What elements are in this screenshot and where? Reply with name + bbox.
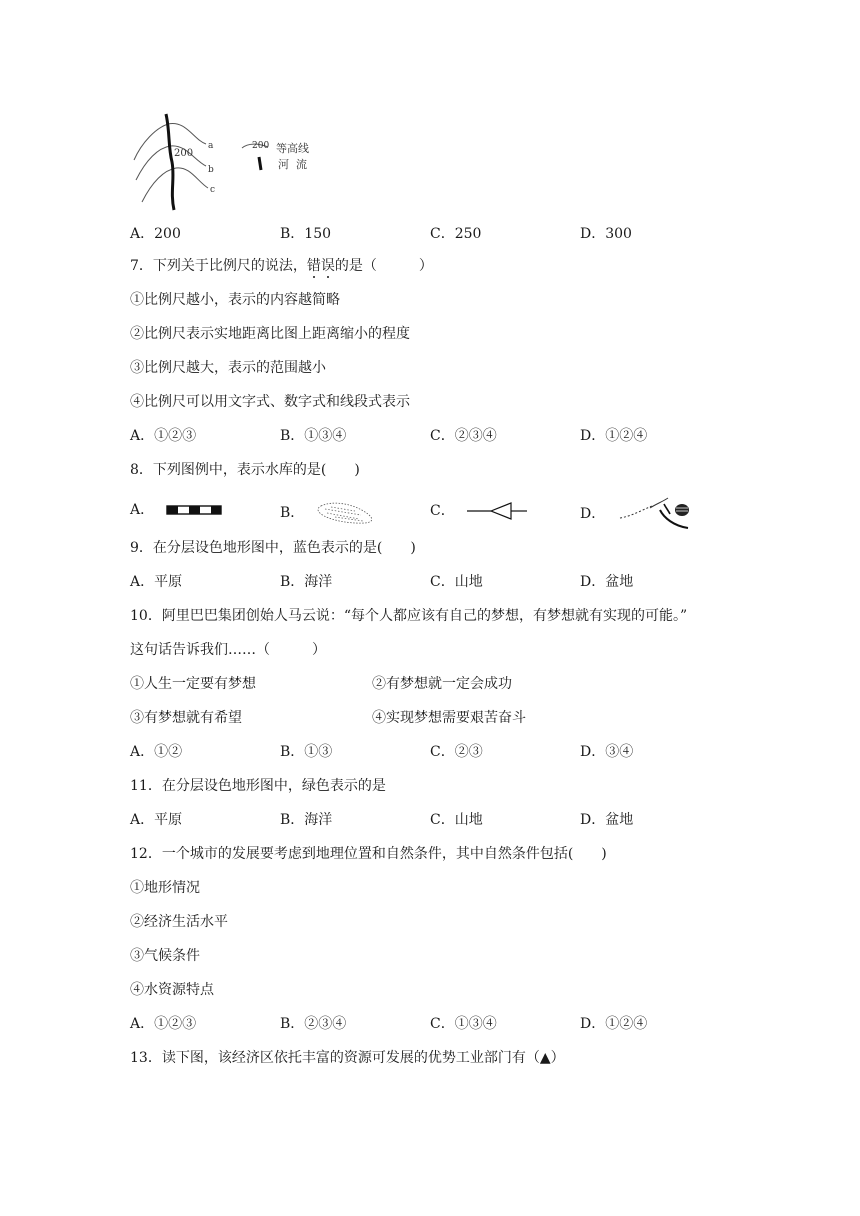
q10-item-4: ④实现梦想需要艰苦奋斗 — [372, 710, 526, 726]
option-letter: B． — [280, 744, 305, 760]
q12-item-4: ④水资源特点 — [130, 982, 214, 998]
option-letter: C． — [430, 503, 455, 519]
contour-value-label: 200 — [174, 148, 194, 159]
q9-option-a[interactable] — [130, 572, 182, 592]
dam-symbol-icon — [465, 500, 535, 522]
q11-stem: 11．在分层设色地形图中，绿色表示的是 — [130, 778, 386, 794]
emphasis-char: 误 — [320, 258, 335, 274]
q7-item-4: ④比例尺可以用文字式、数字式和线段式表示 — [130, 394, 410, 410]
q6-option-d[interactable] — [580, 224, 632, 244]
option-text: 盆地 — [605, 812, 634, 828]
legend-river-icon — [259, 157, 261, 170]
q8-option-b[interactable] — [280, 500, 379, 526]
q12-item-3: ③气候条件 — [130, 948, 200, 964]
q10-option-d[interactable] — [580, 742, 633, 762]
option-text: 200 — [154, 226, 181, 242]
option-letter: A． — [130, 744, 155, 760]
q7-option-c[interactable] — [430, 426, 497, 446]
option-text: 平原 — [154, 574, 183, 590]
option-letter: B． — [280, 505, 305, 521]
option-text: 山地 — [454, 812, 483, 828]
q12-option-b[interactable] — [280, 1014, 346, 1034]
option-letter: B． — [280, 428, 305, 444]
option-letter: C． — [430, 812, 455, 828]
reservoir-symbol-icon — [616, 496, 702, 532]
option-text: ①③④ — [454, 1016, 497, 1032]
option-text: 海洋 — [304, 574, 333, 590]
q10-item-2: ②有梦想就一定会成功 — [372, 676, 512, 692]
q7-option-a[interactable] — [130, 426, 196, 446]
q11-option-c[interactable] — [430, 810, 483, 830]
option-text: ①②③ — [154, 428, 197, 444]
option-text: 300 — [605, 226, 632, 242]
option-letter: C． — [430, 428, 455, 444]
q7-stem-text: 的是（ ） — [334, 258, 433, 274]
option-text: ①② — [154, 744, 183, 760]
q12-option-c[interactable] — [430, 1014, 497, 1034]
option-letter: D． — [580, 574, 606, 590]
q6-option-a[interactable] — [130, 224, 181, 244]
option-letter: D． — [580, 506, 606, 522]
q11-option-d[interactable] — [580, 810, 633, 830]
river-line — [166, 114, 174, 210]
q8-option-a[interactable] — [130, 500, 225, 520]
option-letter: C． — [430, 744, 455, 760]
option-letter: C． — [430, 226, 455, 242]
emphasis-char: 错 — [306, 258, 321, 274]
contour-label-b: b — [208, 165, 214, 175]
option-letter: A． — [130, 502, 155, 518]
q10-item-3: ③有梦想就有希望 — [130, 710, 242, 726]
option-letter: B． — [280, 1016, 305, 1032]
q7-option-b[interactable] — [280, 426, 346, 446]
option-text: ①②③ — [154, 1016, 197, 1032]
q12-item-1: ①地形情况 — [130, 880, 200, 896]
legend-contour-value: 200 — [252, 141, 270, 151]
option-letter: B． — [280, 226, 305, 242]
q9-stem: 9．在分层设色地形图中，蓝色表示的是( ) — [130, 540, 416, 556]
q6-option-c[interactable] — [430, 224, 481, 244]
legend-contour-text: 等高线 — [276, 142, 309, 155]
q7-item-1: ①比例尺越小，表示的内容越简略 — [130, 292, 340, 308]
q10-stem-line-2: 这句话告诉我们……（ ） — [130, 642, 326, 658]
option-text: ①③ — [304, 744, 333, 760]
q10-option-c[interactable] — [430, 742, 483, 762]
q7-option-d[interactable] — [580, 426, 647, 446]
option-text: ①②④ — [605, 1016, 648, 1032]
option-text: ①②④ — [605, 428, 648, 444]
option-text: 250 — [454, 226, 482, 242]
q9-option-c[interactable] — [430, 572, 483, 592]
option-text: 盆地 — [605, 574, 634, 590]
option-text: 海洋 — [304, 812, 333, 828]
q12-option-a[interactable] — [130, 1014, 196, 1034]
q7-item-2: ②比例尺表示实地距离比图上距离缩小的程度 — [130, 326, 410, 342]
q6-option-b[interactable] — [280, 224, 331, 244]
contour-label-a: a — [208, 141, 214, 151]
q10-stem-line-1: 10．阿里巴巴集团创始人马云说：“每个人都应该有自己的梦想，有梦想就有实现的可能。” — [130, 608, 688, 624]
option-letter: D． — [580, 812, 606, 828]
option-text: 山地 — [454, 574, 483, 590]
legend-river-text: 河 流 — [278, 158, 307, 171]
option-text: ③④ — [605, 744, 634, 760]
contour-line-c — [142, 168, 208, 202]
option-letter: A． — [130, 574, 155, 590]
q12-item-2: ②经济生活水平 — [130, 914, 228, 930]
q10-item-1: ①人生一定要有梦想 — [130, 676, 256, 692]
option-letter: C． — [430, 574, 455, 590]
q11-option-a[interactable] — [130, 810, 182, 830]
option-text: ②③ — [454, 744, 483, 760]
option-letter: A． — [130, 428, 155, 444]
option-text: ①③④ — [304, 428, 347, 444]
q10-option-b[interactable] — [280, 742, 332, 762]
q9-option-b[interactable] — [280, 572, 332, 592]
q10-option-a[interactable] — [130, 742, 182, 762]
option-text: 平原 — [154, 812, 183, 828]
option-letter: D． — [580, 428, 606, 444]
option-text: ②③④ — [304, 1016, 347, 1032]
option-letter: D． — [580, 226, 606, 242]
railway-symbol-icon — [165, 503, 225, 517]
swamp-symbol-icon — [315, 500, 379, 526]
q11-option-b[interactable] — [280, 810, 332, 830]
q9-option-d[interactable] — [580, 572, 633, 592]
q8-option-d[interactable] — [580, 496, 702, 532]
q12-option-d[interactable] — [580, 1014, 647, 1034]
option-letter: A． — [130, 1016, 155, 1032]
q13-stem: 13．读下图，该经济区依托丰富的资源可发展的优势工业部门有（▲） — [130, 1050, 565, 1066]
q7-item-3: ③比例尺越大，表示的范围越小 — [130, 360, 326, 376]
option-letter: B． — [280, 574, 305, 590]
q7-stem — [130, 256, 433, 276]
option-letter: D． — [580, 1016, 606, 1032]
option-text: ②③④ — [454, 428, 497, 444]
option-letter: A． — [130, 812, 155, 828]
q12-stem: 12．一个城市的发展要考虑到地理位置和自然条件，其中自然条件包括( ) — [130, 846, 607, 862]
option-letter: B． — [280, 812, 305, 828]
contour-label-c: c — [210, 185, 216, 195]
option-letter: C． — [430, 1016, 455, 1032]
contour-figure — [128, 112, 328, 214]
q7-stem-text: 7．下列关于比例尺的说法， — [130, 258, 307, 274]
option-text: 150 — [304, 226, 332, 242]
option-letter: A． — [130, 226, 155, 242]
q8-stem: 8．下列图例中，表示水库的是( ) — [130, 462, 360, 478]
q8-option-c[interactable] — [430, 500, 535, 522]
option-letter: D． — [580, 744, 606, 760]
